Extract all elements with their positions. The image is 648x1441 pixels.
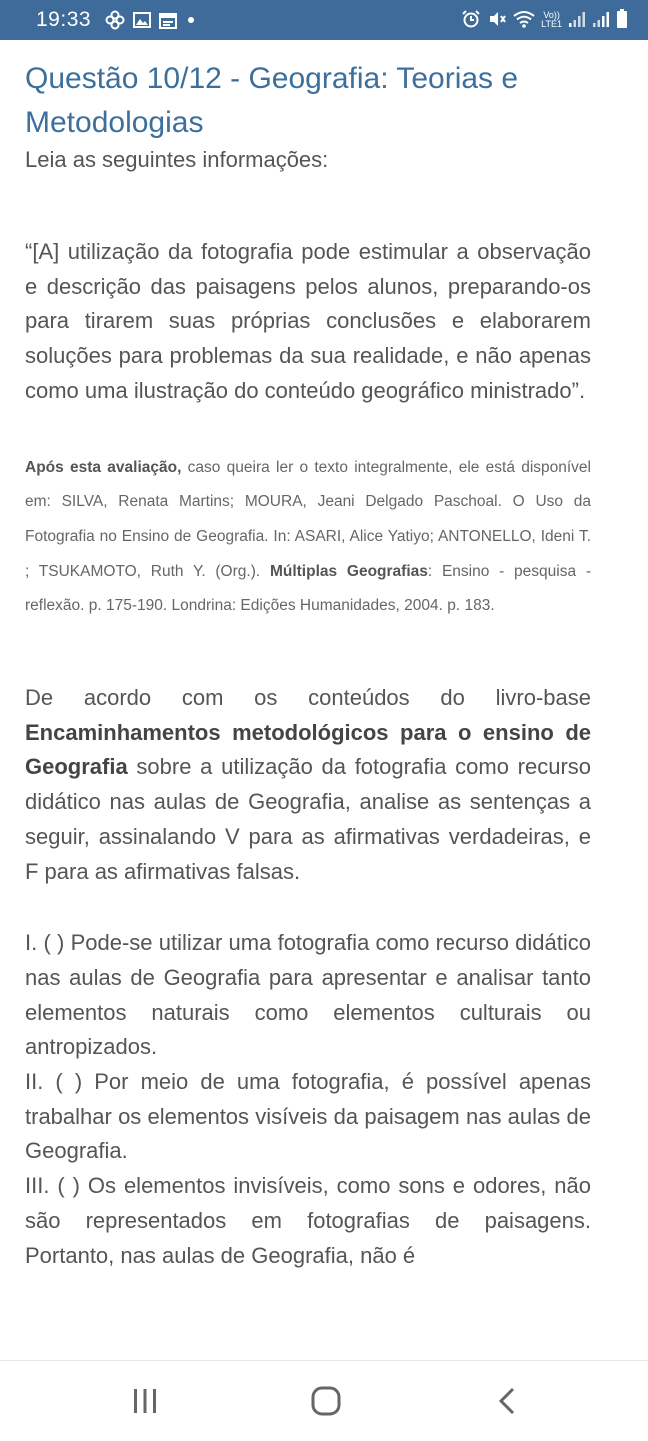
statement-2: II. ( ) Por meio de uma fotografia, é possível apenas trabalhar os elementos visíveis da paisagem nas aulas de Geografia. [25,1069,591,1164]
reference-body-1: caso queira ler o texto integralmente, ele está disponível em: SILVA, Renata Martins; MOURA, Jeani Delgado Paschoal. O Uso da Fotografia no Ensino de Geografia. In: ASARI, Alice Yatiyo; ANTONELLO, Ideni T. ; TSUKAMOTO, Ruth Y. (Org.). [25,458,591,580]
question-title: Questão 10/12 - Geografia: Teorias e Metodologias [25,62,519,139]
volte-icon [541,11,562,29]
status-time: 19:33 [36,8,92,31]
prompt-body-2: sobre a utilização da fotografia como recurso didático nas aulas de Geografia, analise as sentenças a seguir, assinalando V para as afirmativas verdadeiras, e F para as afirmativas falsas. [25,754,591,884]
pinwheel-icon [105,10,125,30]
dot-icon [185,14,197,26]
status-bar [0,0,648,40]
home-button[interactable] [281,1361,371,1441]
volte-top-label: Vo)) [543,10,560,20]
status-left-icons [105,10,197,30]
question-content[interactable] [25,40,591,1360]
mute-icon [487,9,507,32]
statements-list [25,926,591,1273]
back-icon [493,1386,523,1416]
prompt-text [25,681,591,889]
wifi-icon [513,10,535,31]
quote-text: “[A] utilização da fotografia pode estimular a observação e descrição das paisagens pelos alunos, preparando-os para tirarem suas próprias conclusões e elaborarem soluções para problemas da sua realidade, e não apenas como uma ilustração do conteúdo geográfico ministrado”. [25,239,591,403]
battery-icon [616,9,628,32]
intro-text: Leia as seguintes informações: [25,147,329,172]
home-icon [310,1385,342,1417]
signal-icon [568,10,586,31]
reference-lead: Após esta avaliação, [25,458,182,476]
reference-text [25,451,591,625]
prompt-body-1: De acordo com os conteúdos do livro-base [25,685,591,711]
navigation-bar [0,1360,648,1440]
reference-body-2: : Ensino - pesquisa - reflexão. p. 175-190. Londrina: Edições Humanidades, 2004. p. 183. [25,562,591,615]
calendar-icon [159,12,177,29]
reference-book-title: Múltiplas Geografias [269,562,428,580]
signal-icon [592,10,610,31]
volte-bottom-label: LTE1 [541,19,562,29]
status-right-icons [461,9,628,32]
prompt-book-title: Encaminhamentos metodológicos para o ensino de Geografia [25,719,591,780]
back-button[interactable] [463,1361,553,1441]
statement-1: I. ( ) Pode-se utilizar uma fotografia como recurso didático nas aulas de Geografia para apresentar e analisar tanto elementos naturais como elementos culturais ou antropizados. [25,930,591,1060]
gallery-icon [133,12,151,28]
recent-apps-button[interactable] [100,1361,190,1441]
statement-3: III. ( ) Os elementos invisíveis, como sons e odores, não são representados em fotografias de paisagens. Portanto, nas aulas de Geografia, não é [25,1173,591,1268]
recent-apps-icon [130,1386,160,1416]
alarm-icon [461,9,481,32]
